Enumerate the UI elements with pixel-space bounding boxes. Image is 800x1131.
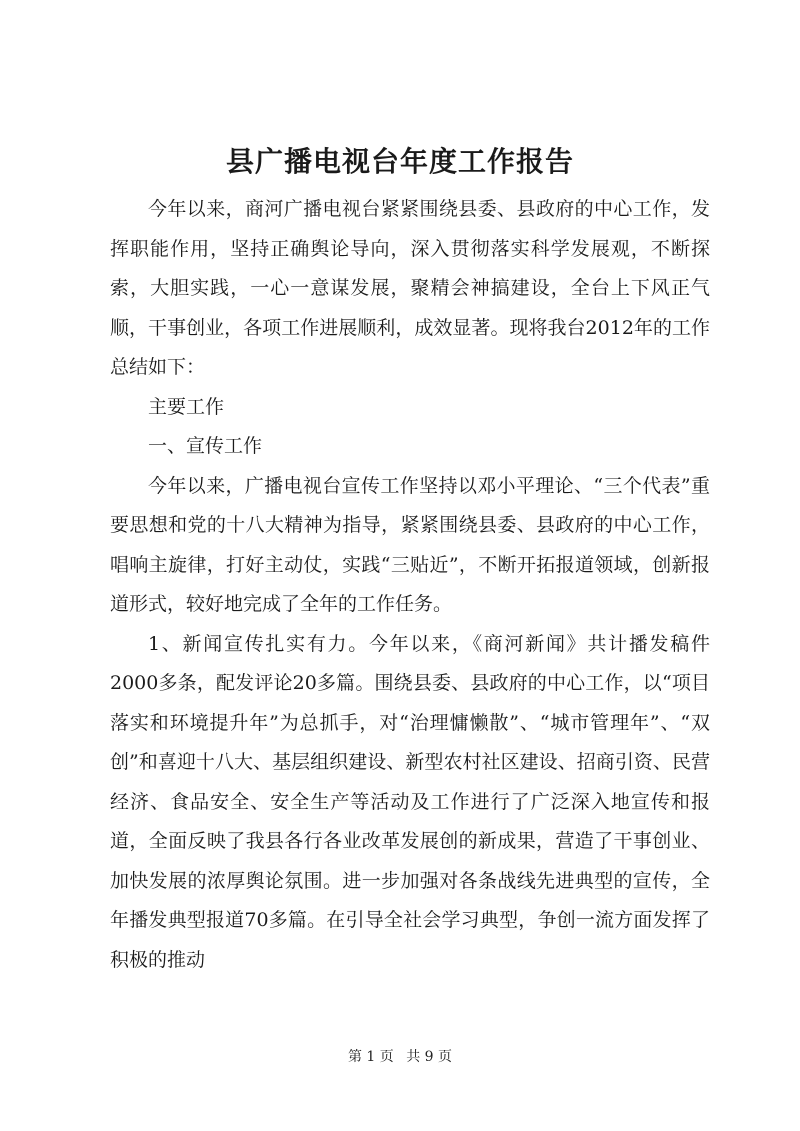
paragraph-news-publicity: 1、新闻宣传扎实有力。今年以来，《商河新闻》共计播发稿件2000多条，配发评论20多篇。围绕县委、县政府的中心工作，以“项目落实和环境提升年”为总抓手，对“治理慵懒散”、“城市管理年”、“双创”和喜迎十八大、基层组织建设、新型农村社区建设、招商引资、民营经济、食品安全、安全生产等活动及工作进行了广泛深入地宣传和报道，全面反映了我县各行各业改革发展创的新成果，营造了干事创业、加快发展的浓厚舆论氛围。进一步加强对各条战线先进典型的宣传，全年播发典型报道70多篇。在引导全社会学习典型，争创一流方面发挥了积极的推动 xyxy=(110,632,710,971)
paragraph-heading-publicity: 一、宣传工作 xyxy=(148,435,263,457)
paragraph-heading-main-work: 主要工作 xyxy=(148,395,225,418)
page-number-current: 第 1 页 xyxy=(347,1049,394,1065)
page-number-total: 共 9 页 xyxy=(406,1049,453,1065)
page-footer xyxy=(0,1046,800,1066)
document-title: 县广播电视台年度工作报告 xyxy=(225,145,574,178)
paragraph-intro: 今年以来，商河广播电视台紧紧围绕县委、县政府的中心工作，发挥职能作用，坚持正确舆论导向，深入贯彻落实科学发展观，不断探索，大胆实践，一心一意谋发展，聚精会神搞建设，全台上下风正气顺，干事创业，各项工作进展顺利，成效显著。现将我台2012年的工作总结如下： xyxy=(110,198,710,378)
paragraph-publicity-summary: 今年以来，广播电视台宣传工作坚持以邓小平理论、“三个代表”重要思想和党的十八大精神为指导，紧紧围绕县委、县政府的中心工作，唱响主旋律，打好主动仗，实践“三贴近”，不断开拓报道领域，创新报道形式，较好地完成了全年的工作任务。 xyxy=(110,474,710,615)
document-body xyxy=(110,190,710,980)
